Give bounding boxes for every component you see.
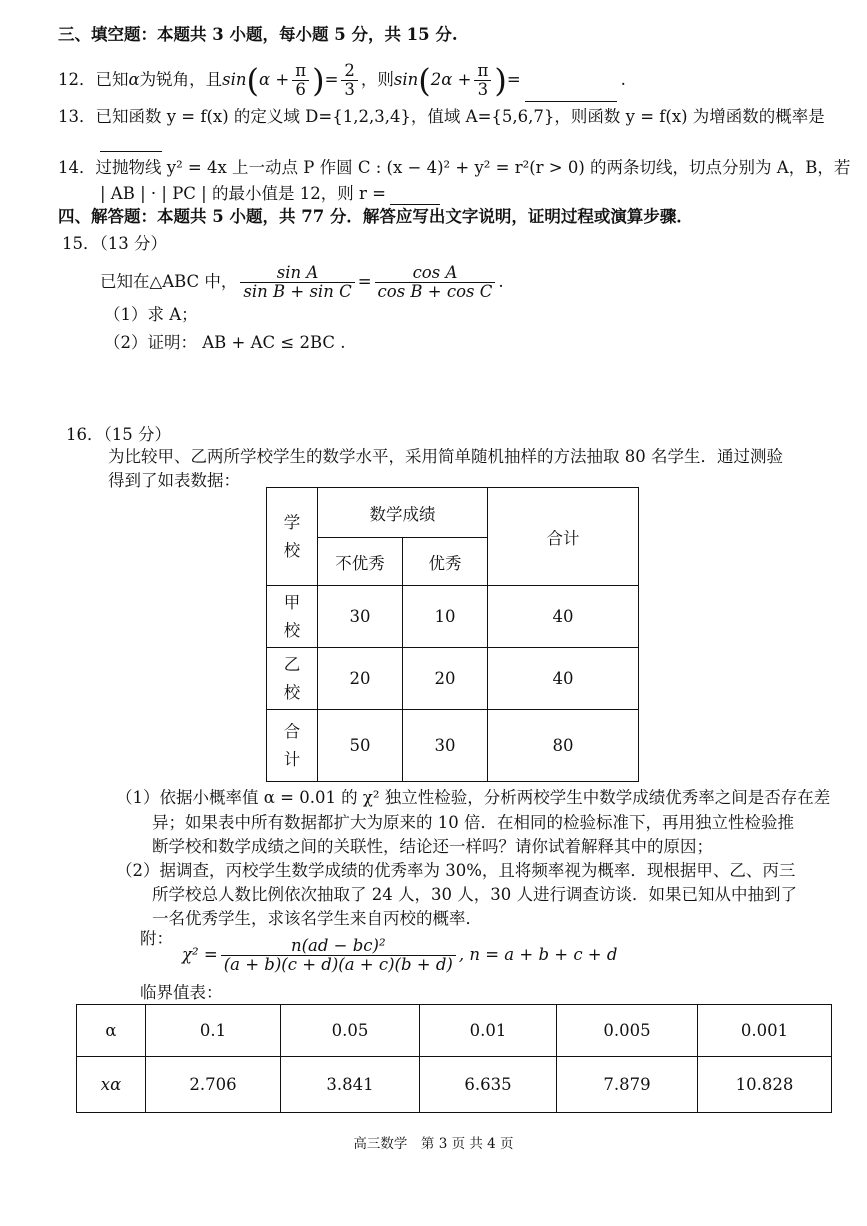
question-15-part1: （1）求 A；	[104, 305, 198, 324]
question-15-header: 15．（13 分）	[62, 234, 167, 253]
table-row: 合 计 50 30 80	[267, 710, 639, 782]
header-school: 学 校	[267, 488, 318, 586]
question-16-intro-1: 为比较甲、乙两所学校学生的数学水平，采用简单随机抽样的方法抽取 80 名学生．通过测验	[108, 447, 783, 466]
section-3-title: 三、填空题：本题共 3 小题，每小题 5 分，共 15 分.	[58, 25, 458, 44]
page-footer: 高三数学 第 3 页 共 4 页	[353, 1136, 514, 1152]
question-12: 12．已知α为锐角，且sin(α + $\frac{\pi}{6}$ )= $\frac{2}{3}$ ，则sin(2α + $\frac{\pi}{3}$ )= .	[58, 58, 626, 102]
table-row: 甲 校 30 10 40	[267, 586, 639, 648]
critical-table-label: 临界值表：	[140, 983, 223, 1002]
question-16-part2-line2: 所学校总人数比例依次抽取了 24 人，30 人，30 人进行调查访谈．如果已知从中抽到了	[152, 885, 797, 904]
question-14: 14．过抛物线 y² = 4x 上一动点 P 作圆 C : (x − 4)² + y² = r²(r > 0) 的两条切线，切点分别为 A，B，若	[58, 158, 851, 177]
question-13: 13．已知函数 y = f(x) 的定义域 D={1,2,3,4}，值域 A={5,6,7}，则函数 y = f(x) 为增函数的概率是	[58, 107, 825, 126]
question-16-part1-line2: 异；如果表中所有数据都扩大为原来的 10 倍．在相同的检验标准下，再用独立性检验推	[152, 813, 794, 832]
question-16-part2-line3: 一名优秀学生，求该名学生来自丙校的概率．	[152, 909, 482, 928]
question-16-part1-line3: 断学校和数学成绩之间的关联性，结论还一样吗？请你试着解释其中的原因；	[152, 837, 713, 856]
header-excellent: 优秀	[403, 538, 488, 586]
question-16-part1-line1: （1）依据小概率值 α = 0.01 的 χ² 独立性检验，分析两校学生中数学成绩优秀率之间是否存在差	[116, 788, 831, 807]
question-16-header: 16．（15 分）	[66, 425, 171, 444]
data-table	[266, 487, 639, 782]
question-16-intro-2: 得到了如表数据：	[108, 471, 240, 490]
question-15-statement: 已知在△ABC 中， $\frac{\text{sin A}}{\text{sin B + sin C}}$ = $\frac{\text{cos A}}{\text{cos B + cos C}}$ .	[100, 263, 504, 301]
chi-square-formula: χ² = $\frac{\text{n(ad − bc)²}}{(a + b)(c + d)(a + c)(b + d)}$ , n = a + b + c + d	[182, 936, 618, 974]
fraction-cos: $\frac{\text{cos A}}{\text{cos B + cos C}}$	[375, 264, 496, 301]
question-14-line2: | AB | · | PC | 的最小值是 12，则 r =	[100, 183, 440, 205]
appendix-label: 附：	[140, 929, 173, 948]
question-15-part2: （2）证明： AB + AC ≤ 2BC .	[104, 333, 346, 352]
answer-blank	[525, 83, 617, 102]
header-total: 合计	[488, 488, 639, 586]
critical-value-table	[76, 1004, 832, 1113]
question-16-part2-line1: （2）据调查，丙校学生数学成绩的优秀率为 30%，且将频率视为概率．现根据甲、乙、丙三	[116, 861, 796, 880]
header-not-excellent: 不优秀	[318, 538, 403, 586]
answer-blank	[100, 130, 162, 152]
table-row: α 0.1 0.05 0.01 0.005 0.001	[77, 1005, 832, 1057]
section-4-title: 四、解答题：本题共 5 小题，共 77 分．解答应写出文字说明，证明过程或演算步骤．	[58, 207, 693, 226]
answer-blank	[390, 186, 440, 205]
header-math: 数学成绩	[318, 488, 488, 538]
table-row: xα 2.706 3.841 6.635 7.879 10.828	[77, 1057, 832, 1113]
table-row: 乙 校 20 20 40	[267, 648, 639, 710]
fraction-sin: $\frac{\text{sin A}}{\text{sin B + sin C}}$	[240, 264, 354, 301]
